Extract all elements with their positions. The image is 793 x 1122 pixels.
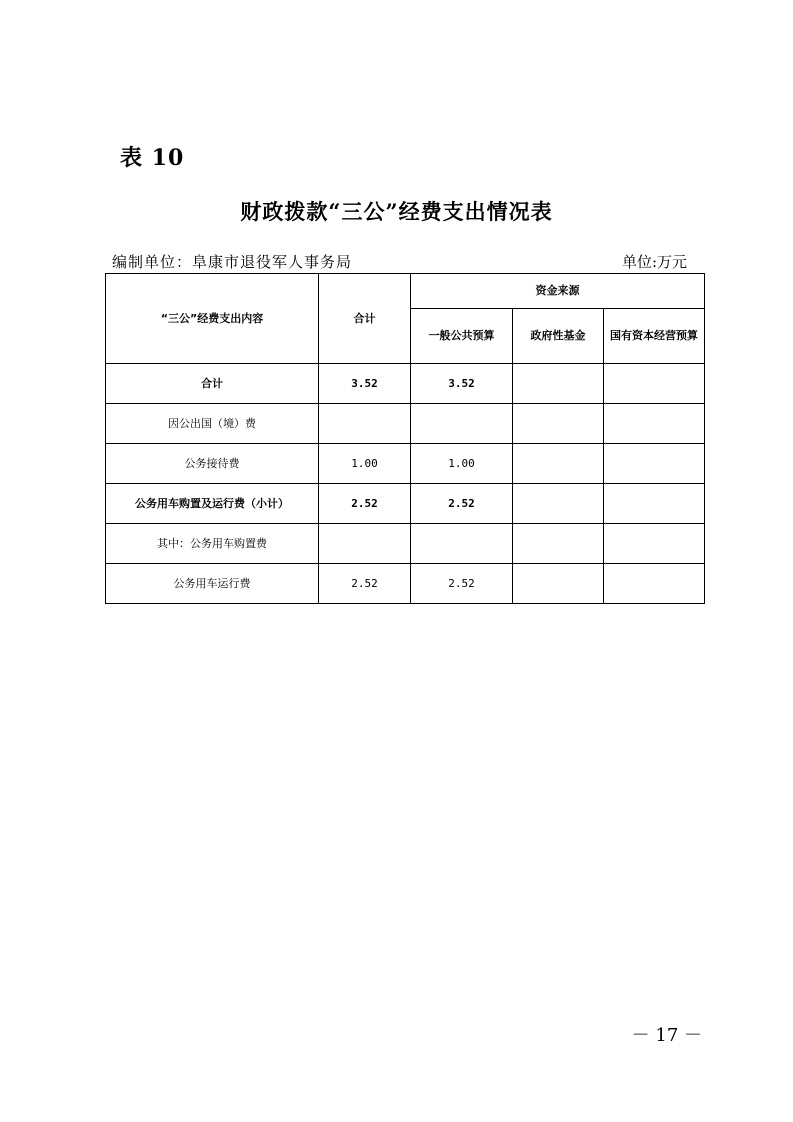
compiling-unit: 编制单位：阜康市退役军人事务局 <box>112 253 353 271</box>
page-title: 财政拨款“三公”经费支出情况表 <box>240 199 553 224</box>
row-label-cell: 公务接待费 <box>106 444 319 484</box>
row-gov-fund-cell <box>513 484 604 524</box>
table-row <box>106 484 705 524</box>
table-row <box>106 564 705 604</box>
table-row <box>106 404 705 444</box>
row-label-cell: 其中：公务用车购置费 <box>106 524 319 564</box>
header-general-budget: 一般公共预算 <box>411 309 513 364</box>
table-number: 表 10 <box>120 145 185 171</box>
row-gov-fund-cell <box>513 364 604 404</box>
row-general-budget-cell <box>411 404 513 444</box>
currency-unit: 单位:万元 <box>622 253 688 271</box>
row-total-cell: 3.52 <box>319 364 411 404</box>
row-general-budget-cell <box>411 524 513 564</box>
row-general-budget-cell: 2.52 <box>411 484 513 524</box>
row-state-capital-cell <box>604 444 705 484</box>
row-label-cell: 公务用车购置及运行费（小计） <box>106 484 319 524</box>
header-gov-fund: 政府性基金 <box>513 309 604 364</box>
header-state-capital: 国有资本经营预算 <box>604 309 705 364</box>
header-row <box>106 274 705 309</box>
page-number: － 17 － <box>631 1025 702 1046</box>
table-row <box>106 524 705 564</box>
row-gov-fund-cell <box>513 404 604 444</box>
row-gov-fund-cell <box>513 444 604 484</box>
row-total-cell: 2.52 <box>319 564 411 604</box>
row-state-capital-cell <box>604 364 705 404</box>
row-general-budget-cell: 1.00 <box>411 444 513 484</box>
row-label-cell: 合计 <box>106 364 319 404</box>
row-state-capital-cell <box>604 404 705 444</box>
row-state-capital-cell <box>604 484 705 524</box>
row-total-cell <box>319 404 411 444</box>
header-fund-source: 资金来源 <box>411 274 705 309</box>
row-state-capital-cell <box>604 524 705 564</box>
header-content: “三公”经费支出内容 <box>106 274 319 364</box>
row-gov-fund-cell <box>513 524 604 564</box>
table-row <box>106 444 705 484</box>
row-general-budget-cell: 3.52 <box>411 364 513 404</box>
row-label-cell: 公务用车运行费 <box>106 564 319 604</box>
header-total: 合计 <box>319 274 411 364</box>
row-total-cell: 2.52 <box>319 484 411 524</box>
table-row <box>106 364 705 404</box>
row-total-cell: 1.00 <box>319 444 411 484</box>
row-label-cell: 因公出国（境）费 <box>106 404 319 444</box>
row-state-capital-cell <box>604 564 705 604</box>
row-total-cell <box>319 524 411 564</box>
row-gov-fund-cell <box>513 564 604 604</box>
row-general-budget-cell: 2.52 <box>411 564 513 604</box>
three-public-expenses-table <box>105 273 705 604</box>
